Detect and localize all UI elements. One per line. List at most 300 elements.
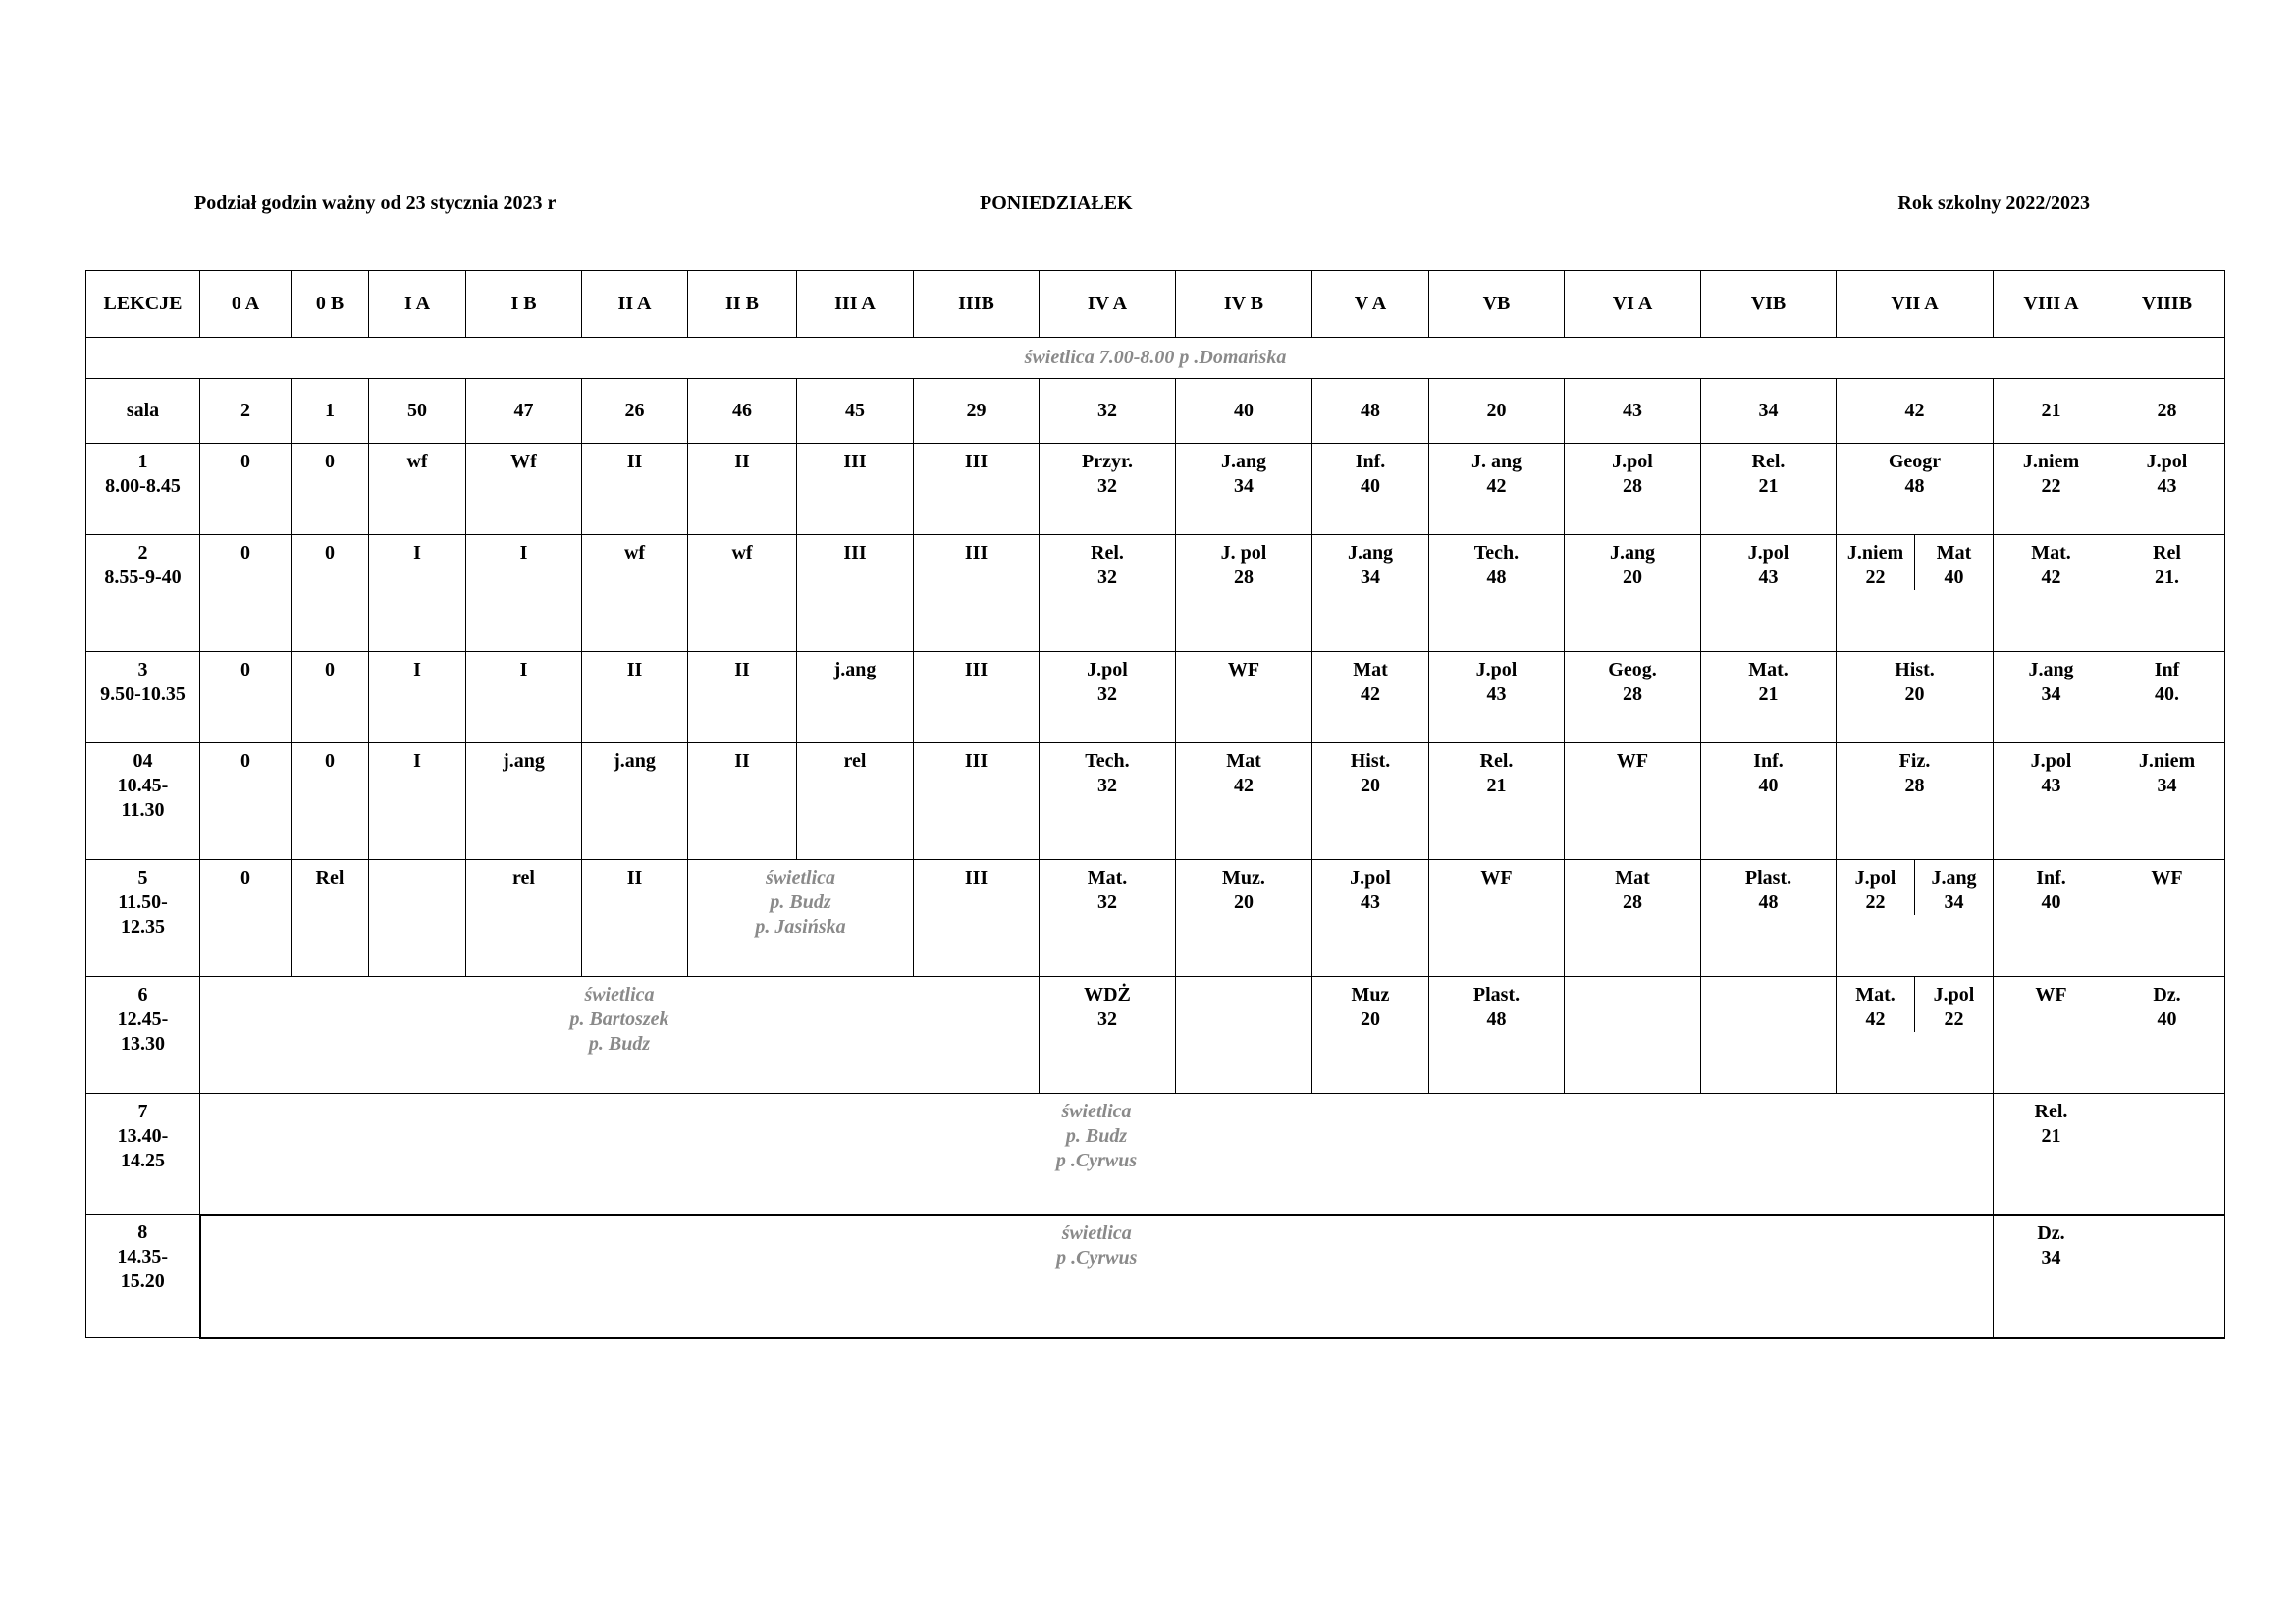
room-number [797,379,914,444]
room-number [914,379,1040,444]
cell-text: J.ang [2028,659,2074,680]
timetable-cell [1312,977,1429,1094]
lesson-row [86,743,2225,860]
timetable-cell [200,860,292,977]
split-cell [1837,535,1994,652]
timetable-cell [369,535,466,652]
timetable-cell [797,743,914,860]
lesson-row [86,652,2225,743]
cell-text: 34 [1234,475,1254,497]
cell-text: 0 [240,542,250,564]
cell-text: 48 [1486,567,1507,588]
cell-text: LEKCJE [103,293,183,314]
cell-text: J.pol [1612,451,1653,472]
timetable-cell [688,652,797,743]
note-row [86,338,2225,379]
cell-text: 34 [2041,1246,2061,1269]
note-text: p. Budz [588,1033,651,1055]
merged-note [200,977,1040,1094]
cell-text: 2 [240,400,250,421]
cell-text: III [964,867,988,889]
cell-text: 20 [1361,1008,1380,1030]
timetable-cell [1565,535,1701,652]
cell-text: 0 [325,542,335,564]
room-number [369,379,466,444]
cell-text: 43 [1623,400,1642,421]
timetable-cell [914,743,1040,860]
timetable-cell [200,652,292,743]
cell-text: 43 [2157,475,2177,497]
cell-text: 34 [2157,775,2177,796]
cell-text: 13.30 [121,1033,165,1055]
timetable-cell [1565,743,1701,860]
cell-text: I [519,542,528,564]
timetable-cell [1994,1094,2109,1215]
cell-text: 10.45- [117,775,169,796]
cell-text: j.ang [833,659,877,680]
cell-text: J.pol [2146,451,2188,472]
column-header [1040,271,1176,338]
timetable-cell [292,860,369,977]
cell-text: Rel. [1751,451,1786,472]
timetable-cell [200,444,292,535]
column-header [466,271,582,338]
cell-text: Muz [1351,984,1390,1005]
note-text: świetlica [1061,1101,1132,1122]
timetable-cell [369,743,466,860]
cell-text: 32 [1097,775,1117,796]
cell-text: wf [406,451,428,472]
cell-text: 6 [137,984,148,1005]
timetable-cell [369,860,466,977]
cell-text: J.ang [1220,451,1267,472]
timetable-cell [797,444,914,535]
cell-text: J.pol [1475,659,1518,680]
column-header [86,271,200,338]
room-number [582,379,688,444]
cell-text: I [519,659,528,680]
timetable-cell [292,743,369,860]
timetable-cell [1994,860,2109,977]
timetable-cell [1994,1215,2109,1338]
cell-text: J.niem [1846,542,1904,564]
school-year: Rok szkolny 2022/2023 [1897,192,2090,214]
cell-text: I [413,542,421,564]
lesson-row [86,977,2225,1094]
cell-text: 42 [2041,567,2061,588]
cell-text: J.ang [1931,867,1977,889]
cell-text: Plast. [1744,867,1792,889]
cell-text: 0 [240,867,250,889]
cell-text: 50 [407,400,427,421]
cell-text: 7 [137,1101,148,1122]
timetable-cell [1701,977,1837,1094]
cell-text: 32 [1097,567,1117,588]
cell-text: 32 [1097,683,1117,705]
cell-text: IIIB [958,293,994,314]
cell-text: Mat [1936,542,1972,564]
cell-text: Inf [2154,659,2180,680]
cell-text: 0 A [231,293,260,314]
lesson-row [86,444,2225,535]
timetable-cell [466,860,582,977]
cell-text: 21 [1486,775,1507,796]
cell-text: 2 [137,542,148,564]
cell-text: 43 [1361,892,1380,913]
timetable-cell [292,652,369,743]
note-text: świetlica [584,984,655,1005]
cell-text: 40 [1758,775,1779,796]
cell-text: II A [617,293,652,314]
column-header [914,271,1040,338]
cell-text: 22 [2041,475,2061,497]
cell-text: I B [510,293,537,314]
cell-text: Hist. [1350,750,1391,772]
column-header [1312,271,1429,338]
cell-text: 0 [325,659,335,680]
cell-text: Inf. [2036,867,2066,889]
room-number [1312,379,1429,444]
cell-text: 21 [1758,683,1779,705]
note-text: p .Cyrwus [1055,1150,1138,1171]
row-label [86,379,200,444]
cell-text: J. ang [1470,451,1522,472]
cell-text: 34 [1944,892,1964,913]
cell-text: Fiz. [1898,750,1931,772]
column-header [582,271,688,338]
cell-text: 34 [1758,400,1779,421]
timetable-cell [1429,743,1565,860]
cell-text: 5 [137,867,148,889]
cell-text: sala [126,400,160,421]
timetable-cell [2109,860,2225,977]
timetable-cell [292,535,369,652]
timetable-cell [1176,652,1312,743]
cell-text: 0 B [315,293,345,314]
cell-text: III A [834,293,876,314]
cell-text: 45 [845,400,865,421]
lesson-label [86,860,200,977]
split-cell [1837,977,1994,1094]
timetable-cell [914,652,1040,743]
room-number [292,379,369,444]
cell-text: 40 [1944,567,1964,588]
cell-text: III [843,542,867,564]
column-header [797,271,914,338]
cell-text: 1 [325,400,335,421]
cell-text: II [626,867,643,889]
cell-text: 48 [1486,1008,1507,1030]
cell-text: VIIIB [2141,293,2193,314]
cell-text: 42 [1361,683,1380,705]
timetable-cell [1429,977,1565,1094]
cell-text: 32 [1097,1008,1117,1030]
cell-text: wf [731,542,753,564]
timetable-cell [1040,444,1176,535]
cell-text: 43 [1486,683,1507,705]
cell-text: 15.20 [120,1271,165,1292]
timetable-cell [369,444,466,535]
cell-text: 42 [1865,1008,1886,1030]
timetable-cell [1994,652,2109,743]
timetable-cell [466,652,582,743]
cell-text: Mat. [1087,867,1128,889]
cell-text: Inf. [1355,451,1386,472]
split-half [1914,977,1993,1032]
split-half [1914,535,1993,590]
timetable-cell [797,652,914,743]
lesson-label [86,1094,200,1215]
cell-text: 46 [732,400,752,421]
cell-text: Tech. [1473,542,1520,564]
column-header [1176,271,1312,338]
cell-text: 32 [1097,400,1117,421]
room-number [466,379,582,444]
cell-text: WF [1480,867,1513,889]
cell-text: II [626,451,643,472]
cell-text: Geog. [1608,659,1657,680]
cell-text: J.pol [2030,750,2072,772]
timetable-cell [2109,444,2225,535]
cell-text: 40. [2155,683,2179,705]
cell-text: Dz. [2037,1221,2065,1244]
lesson-row [86,535,2225,652]
cell-text: 13.40- [117,1125,169,1147]
timetable-cell [200,743,292,860]
timetable-cell [2109,652,2225,743]
cell-text: I [413,659,421,680]
note-text: p. Jasińska [755,916,846,938]
cell-text: 22 [1944,1008,1964,1030]
cell-text: III [964,659,988,680]
split-half [1837,535,1914,590]
cell-text: J.niem [2022,451,2080,472]
cell-text: J.pol [1087,659,1128,680]
timetable-cell [582,743,688,860]
cell-text: 0 [325,451,335,472]
validity-date: Podział godzin ważny od 23 stycznia 2023 r [194,192,557,214]
cell-text: 43 [1758,567,1779,588]
cell-text: 21 [2041,1125,2061,1147]
cell-text: 42 [1234,775,1254,796]
room-number [1837,379,1994,444]
cell-text: 8.55-9-40 [104,567,182,588]
cell-text: 14.25 [121,1150,165,1171]
timetable-cell [1312,743,1429,860]
cell-text: J.ang [1609,542,1656,564]
cell-text: 28 [1234,567,1254,588]
cell-text: 12.45- [117,1008,169,1030]
cell-text: 29 [966,400,987,421]
cell-text: 32 [1097,892,1117,913]
timetable-cell [2109,743,2225,860]
cell-text: J. pol [1220,542,1267,564]
note-text: świetlica [1061,1221,1132,1244]
cell-text: 20 [1623,567,1642,588]
cell-text: Wf [510,451,537,472]
cell-text: Tech. [1085,750,1130,772]
timetable-cell [1312,860,1429,977]
timetable-cell [1994,743,2109,860]
timetable-cell [1837,743,1994,860]
lesson-label [86,652,200,743]
cell-text: Rel. [1479,750,1514,772]
cell-text: 28 [1904,775,1925,796]
timetable-cell [1701,535,1837,652]
cell-text: VIII A [2023,293,2079,314]
cell-text: Mat. [1855,984,1896,1005]
note-text: p. Budz [1065,1125,1128,1147]
cell-text: J.pol [1747,542,1789,564]
note-text: p .Cyrwus [1056,1246,1138,1269]
cell-text: 28 [1623,475,1642,497]
timetable-cell [1040,977,1176,1094]
timetable-cell [1837,652,1994,743]
column-header [1701,271,1837,338]
timetable-cell [1565,977,1701,1094]
split-half [1914,860,1993,915]
cell-text: 40 [2041,892,2061,913]
cell-text: rel [512,867,535,889]
cell-text: 20 [1904,683,1925,705]
cell-text: 0 [240,750,250,772]
cell-text: Mat [1353,659,1388,680]
timetable-cell [1701,444,1837,535]
timetable-cell [2109,1215,2225,1338]
cell-text: Przyr. [1081,451,1133,472]
timetable-cell [466,743,582,860]
cell-text: 0 [325,750,335,772]
cell-text: 40 [1234,400,1254,421]
cell-text: 0 [240,659,250,680]
timetable-cell [1040,652,1176,743]
cell-text: Plast. [1472,984,1521,1005]
cell-text: Mat [1226,750,1261,772]
timetable-cell [1040,860,1176,977]
cell-text: 22 [1865,892,1886,913]
room-number [1994,379,2109,444]
cell-text: VII A [1891,293,1939,314]
timetable-cell [1994,535,2109,652]
split-half [1837,977,1914,1032]
cell-text: 48 [1758,892,1779,913]
merged-note [200,1094,1994,1215]
room-number [688,379,797,444]
room-number [1701,379,1837,444]
note-text: świetlica [765,867,836,889]
cell-text: Mat. [1748,659,1789,680]
cell-text: 21 [1758,475,1779,497]
room-number [2109,379,2225,444]
timetable-cell [1429,535,1565,652]
cell-text: wf [623,542,646,564]
header-row [86,271,2225,338]
timetable-cell [1565,652,1701,743]
cell-text: Rel. [2034,1101,2068,1122]
cell-text: WF [1227,659,1260,680]
cell-text: 28 [2157,400,2177,421]
cell-text: 3 [137,659,148,680]
cell-text: 42 [1904,400,1925,421]
timetable-cell [466,444,582,535]
cell-text: 22 [1865,567,1886,588]
timetable-cell [369,652,466,743]
cell-text: 12.35 [121,916,165,938]
timetable-cell [914,535,1040,652]
cell-text: rel [843,750,867,772]
cell-text: 20 [1486,400,1507,421]
cell-text: II [734,750,750,772]
room-row [86,379,2225,444]
cell-text: J.pol [1854,867,1896,889]
cell-text: 11.50- [118,892,168,913]
timetable-cell [582,652,688,743]
cell-text: WF [2151,867,2183,889]
cell-text: II [734,451,750,472]
lesson-label [86,535,200,652]
timetable-cell [1994,977,2109,1094]
cell-text: J.ang [1347,542,1394,564]
timetable-cell [1176,743,1312,860]
cell-text: II [626,659,643,680]
timetable-cell [1176,535,1312,652]
timetable-cell [688,743,797,860]
cell-text: 26 [624,400,645,421]
timetable-cell [582,860,688,977]
cell-text: 40 [1361,475,1380,497]
cell-text: III [964,451,988,472]
cell-text: VIB [1750,293,1787,314]
cell-text: Mat [1615,867,1650,889]
cell-text: J.niem [2138,750,2196,772]
column-header [200,271,292,338]
cell-text: Rel [2153,542,2181,564]
cell-text: VB [1482,293,1511,314]
cell-text: I A [403,293,431,314]
timetable-cell [2109,977,2225,1094]
cell-text: 47 [513,400,534,421]
column-header [2109,271,2225,338]
cell-text: 28 [1623,683,1642,705]
cell-text: WF [2035,984,2067,1005]
cell-text: III [843,451,867,472]
cell-text: III [964,542,988,564]
cell-text: 9.50-10.35 [100,683,186,705]
timetable-cell [914,860,1040,977]
cell-text: 43 [2041,775,2061,796]
timetable-cell [292,444,369,535]
timetable-cell [914,444,1040,535]
cell-text: 42 [1486,475,1507,497]
timetable-cell [688,444,797,535]
cell-text: IV B [1223,293,1264,314]
cell-text: J.pol [1933,984,1975,1005]
cell-text: 04 [133,750,153,772]
lesson-label [86,977,200,1094]
timetable-cell [582,444,688,535]
cell-text: 34 [1361,567,1380,588]
lesson-row [86,860,2225,977]
column-header [688,271,797,338]
cell-text: Inf. [1753,750,1784,772]
cell-text: 11.30 [121,799,165,821]
merged-note [688,860,914,977]
cell-text: 48 [1361,400,1380,421]
lesson-row [86,1215,2225,1338]
split-half [1837,860,1914,915]
cell-text: 20 [1234,892,1254,913]
cell-text: 0 [240,451,250,472]
